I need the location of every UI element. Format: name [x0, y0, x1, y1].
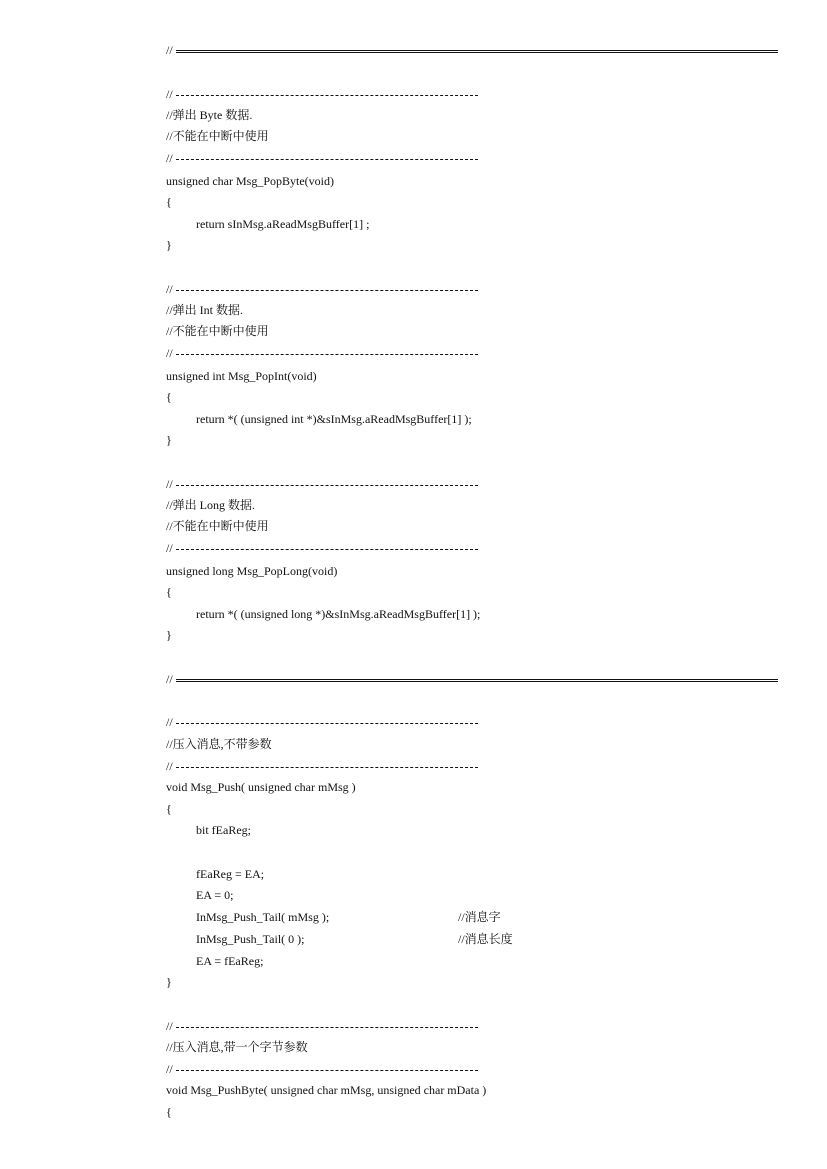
dash-rule — [176, 1027, 478, 1028]
code-line: fEaReg = EA; — [196, 867, 265, 881]
dash-line-separator — [166, 477, 478, 491]
comment-title: //压入消息,不带参数 — [166, 737, 272, 751]
open-brace: { — [166, 390, 172, 404]
double-line-separator — [166, 43, 778, 57]
code-line: EA = fEaReg; — [196, 954, 264, 968]
open-brace: { — [166, 585, 172, 599]
dash-rule — [176, 723, 478, 724]
dash-rule — [176, 95, 478, 96]
code-line: return *( (unsigned int *)&sInMsg.aReadMsgBuffer[1] ); — [196, 412, 472, 426]
double-rule — [176, 679, 778, 682]
separator-prefix: // — [166, 672, 173, 686]
comment-title: //弹出 Byte 数据. — [166, 108, 253, 122]
dash-line-separator — [166, 87, 478, 101]
dash-rule — [176, 354, 478, 355]
comment-note: //不能在中断中使用 — [166, 324, 269, 338]
dash-line-separator — [166, 346, 478, 360]
code-line: bit fEaReg; — [196, 823, 251, 837]
dash-line-separator — [166, 1019, 478, 1033]
dash-rule — [176, 767, 478, 768]
dash-rule — [176, 1070, 478, 1071]
separator-prefix: // — [166, 1019, 173, 1033]
comment-note: //不能在中断中使用 — [166, 519, 269, 533]
close-brace: } — [166, 238, 172, 252]
dash-line-separator — [166, 282, 478, 296]
code-line: InMsg_Push_Tail( mMsg ); — [196, 910, 330, 924]
function-signature: unsigned long Msg_PopLong(void) — [166, 564, 338, 578]
close-brace: } — [166, 433, 172, 447]
double-rule — [176, 50, 778, 53]
open-brace: { — [166, 195, 172, 209]
separator-prefix: // — [166, 43, 173, 57]
function-signature: void Msg_Push( unsigned char mMsg ) — [166, 780, 356, 794]
dash-rule — [176, 290, 478, 291]
close-brace: } — [166, 975, 172, 989]
code-line: InMsg_Push_Tail( 0 ); — [196, 932, 305, 946]
comment-title: //压入消息,带一个字节参数 — [166, 1040, 308, 1054]
comment-title: //弹出 Int 数据. — [166, 303, 243, 317]
dash-line-separator — [166, 151, 478, 165]
dash-line-separator — [166, 715, 478, 729]
open-brace: { — [166, 802, 172, 816]
function-signature: unsigned char Msg_PopByte(void) — [166, 174, 334, 188]
code-line: return *( (unsigned long *)&sInMsg.aReadMsgBuffer[1] ); — [196, 607, 481, 621]
comment-title: //弹出 Long 数据. — [166, 498, 255, 512]
separator-prefix: // — [166, 282, 173, 296]
inline-comment: //消息长度 — [458, 932, 513, 946]
separator-prefix: // — [166, 1062, 173, 1076]
separator-prefix: // — [166, 151, 173, 165]
separator-prefix: // — [166, 477, 173, 491]
separator-prefix: // — [166, 541, 173, 555]
double-line-separator — [166, 672, 778, 686]
dash-line-separator — [166, 1062, 478, 1076]
dash-line-separator — [166, 541, 478, 555]
function-signature: unsigned int Msg_PopInt(void) — [166, 369, 317, 383]
separator-prefix: // — [166, 346, 173, 360]
dash-rule — [176, 549, 478, 550]
dash-rule — [176, 159, 478, 160]
separator-prefix: // — [166, 759, 173, 773]
dash-rule — [176, 485, 478, 486]
code-line: return sInMsg.aReadMsgBuffer[1] ; — [196, 217, 370, 231]
separator-prefix: // — [166, 87, 173, 101]
inline-comment: //消息字 — [458, 910, 501, 924]
open-brace: { — [166, 1105, 172, 1119]
close-brace: } — [166, 628, 172, 642]
dash-line-separator — [166, 759, 478, 773]
separator-prefix: // — [166, 715, 173, 729]
code-line: EA = 0; — [196, 888, 234, 902]
function-signature: void Msg_PushByte( unsigned char mMsg, unsigned char mData ) — [166, 1083, 487, 1097]
comment-note: //不能在中断中使用 — [166, 129, 269, 143]
